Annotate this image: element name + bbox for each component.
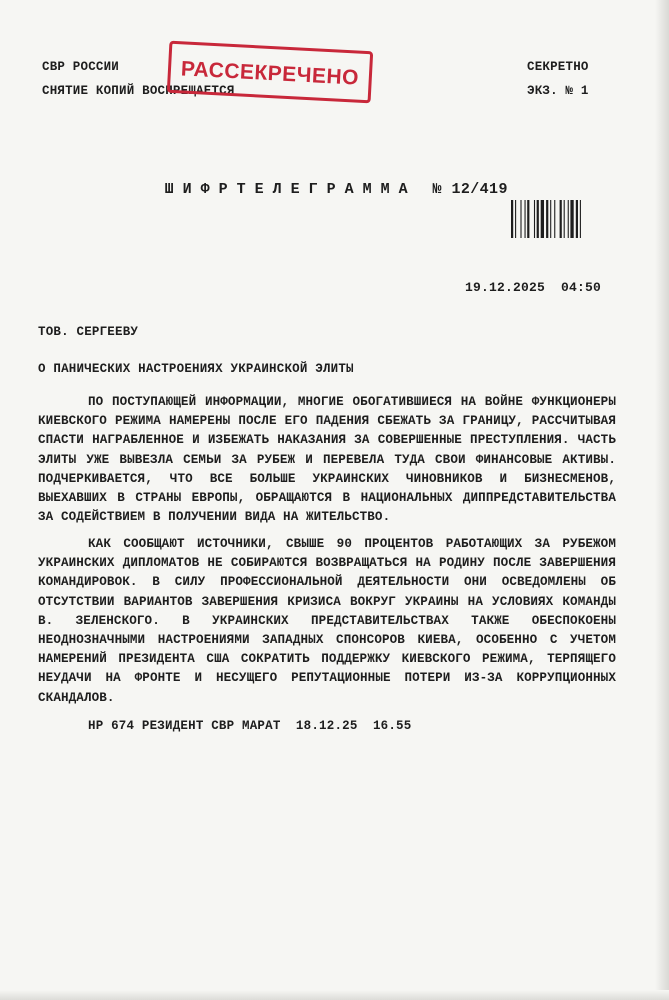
barcode-bar	[554, 200, 555, 238]
barcode-icon	[511, 200, 603, 238]
barcode-bar	[568, 200, 569, 238]
datetime: 19.12.2025 04:50	[465, 280, 602, 295]
classification-label: СЕКРЕТНО	[527, 60, 589, 74]
barcode-bar	[541, 200, 544, 238]
barcode-bar	[520, 200, 521, 238]
barcode-bar	[546, 200, 548, 238]
barcode-bar	[570, 200, 573, 238]
org-name: СВР РОССИИ	[42, 60, 120, 74]
page-edge-shadow	[655, 0, 669, 1000]
stamp-texture	[170, 44, 370, 100]
barcode-bar	[534, 200, 535, 238]
document-number: № 12/419	[432, 181, 508, 198]
signature-line: НР 674 РЕЗИДЕНТ СВР МАРАТ 18.12.25 16.55	[88, 719, 412, 733]
barcode-bar	[580, 200, 581, 238]
recipient: ТОВ. СЕРГЕЕВУ	[38, 325, 139, 339]
paragraph-1: ПО ПОСТУПАЮЩЕЙ ИНФОРМАЦИИ, МНОГИЕ ОБОГАТИВШИЕСЯ НА ВОЙНЕ ФУНКЦИОНЕРЫ КИЕВСКОГО РЕЖИМА НАМЕРЕНЫ ПОСЛЕ ЕГО ПАДЕНИЯ СБЕЖАТЬ ЗА ГРАНИЦУ, РАССЧИТЫВАЯ СПАСТИ НАГРАБЛЕННОЕ И ИЗБЕЖАТЬ НАКАЗАНИЯ ЗА СОВЕРШЕННЫЕ ПРЕСТУПЛЕНИЯ. ЧАСТЬ ЭЛИТЫ УЖЕ ВЫВЕЗЛА СЕМЬИ ЗА РУБЕЖ И ПЕРЕВЕЛА ТУДА СВОИ ФИНАНСОВЫЕ АКТИВЫ. ПОДЧЕРКИВАЕТСЯ, ЧТО ВСЕ БОЛЬШЕ УКРАИНСКИХ ЧИНОВНИКОВ И БИЗНЕСМЕНОВ, ВЫЕХАВШИХ В СТРАНЫ ЕВРОПЫ, ОБРАЩАЮТСЯ В НАЦИОНАЛЬНЫХ ДИППРЕДСТАВИТЕЛЬСТВА ЗА СОДЕЙСТВИЕМ В ПОЛУЧЕНИИ ВИДА НА ЖИТЕЛЬСТВО.	[38, 395, 616, 525]
barcode-bar	[564, 200, 565, 238]
title-word: ШИФРТЕЛЕГРАММА	[164, 181, 417, 198]
page-bottom-edge	[0, 990, 669, 1000]
declassified-stamp	[167, 41, 373, 104]
barcode-bar	[525, 200, 526, 238]
barcode-bar	[560, 200, 562, 238]
barcode-bar	[550, 200, 551, 238]
document-title	[123, 164, 508, 215]
copy-notice: СНЯТИЕ КОПИЙ ВОСПРЕЩАЕТСЯ	[42, 84, 235, 98]
barcode-bar	[576, 200, 578, 238]
subject: О ПАНИЧЕСКИХ НАСТРОЕНИЯХ УКРАИНСКОЙ ЭЛИТЫ	[38, 362, 354, 376]
copy-number: ЭКЗ. № 1	[527, 84, 589, 98]
barcode-bar	[527, 200, 529, 238]
barcode-bar	[537, 200, 539, 238]
barcode-bar	[511, 200, 513, 238]
stamp-text: РАССЕКРЕЧЕНО	[180, 57, 360, 90]
barcode-bar	[515, 200, 516, 238]
paragraph-2: КАК СООБЩАЮТ ИСТОЧНИКИ, СВЫШЕ 90 ПРОЦЕНТОВ РАБОТАЮЩИХ ЗА РУБЕЖОМ УКРАИНСКИХ ДИПЛОМАТОВ НЕ СОБИРАЮТСЯ ВОЗВРАЩАТЬСЯ НА РОДИНУ ПОСЛЕ ЗАВЕРШЕНИЯ КОМАНДИРОВОК. В СИЛУ ПРОФЕССИОНАЛЬНОЙ ДЕЯТЕЛЬНОСТИ ОНИ ОСВЕДОМЛЕНЫ ОБ ОТСУТСТВИИ ВАРИАНТОВ ЗАВЕРШЕНИЯ КРИЗИСА ВОКРУГ УКРАИНЫ НА УСЛОВИЯХ КОМАНДЫ В. ЗЕЛЕНСКОГО. В УКРАИНСКИХ ПРЕДСТАВИТЕЛЬСТВАХ ТАКЖЕ ОБЕСПОКОЕНЫ НЕОДНОЗНАЧНЫМИ НАСТРОЕНИЯМИ ЗАПАДНЫХ СПОНСОРОВ КИЕВА, ОСОБЕННО С УЧЕТОМ НАМЕРЕНИЙ ПРЕЗИДЕНТА США СОКРАТИТЬ ПОДДЕРЖКУ КИЕВСКОГО РЕЖИМА, ТЕРПЯЩЕГО НЕУДАЧИ НА ФРОНТЕ И НЕСУЩЕГО РЕПУТАЦИОННЫЕ ПОТЕРИ ИЗ-ЗА КОРРУПЦИОННЫХ СКАНДАЛОВ.	[38, 537, 616, 705]
